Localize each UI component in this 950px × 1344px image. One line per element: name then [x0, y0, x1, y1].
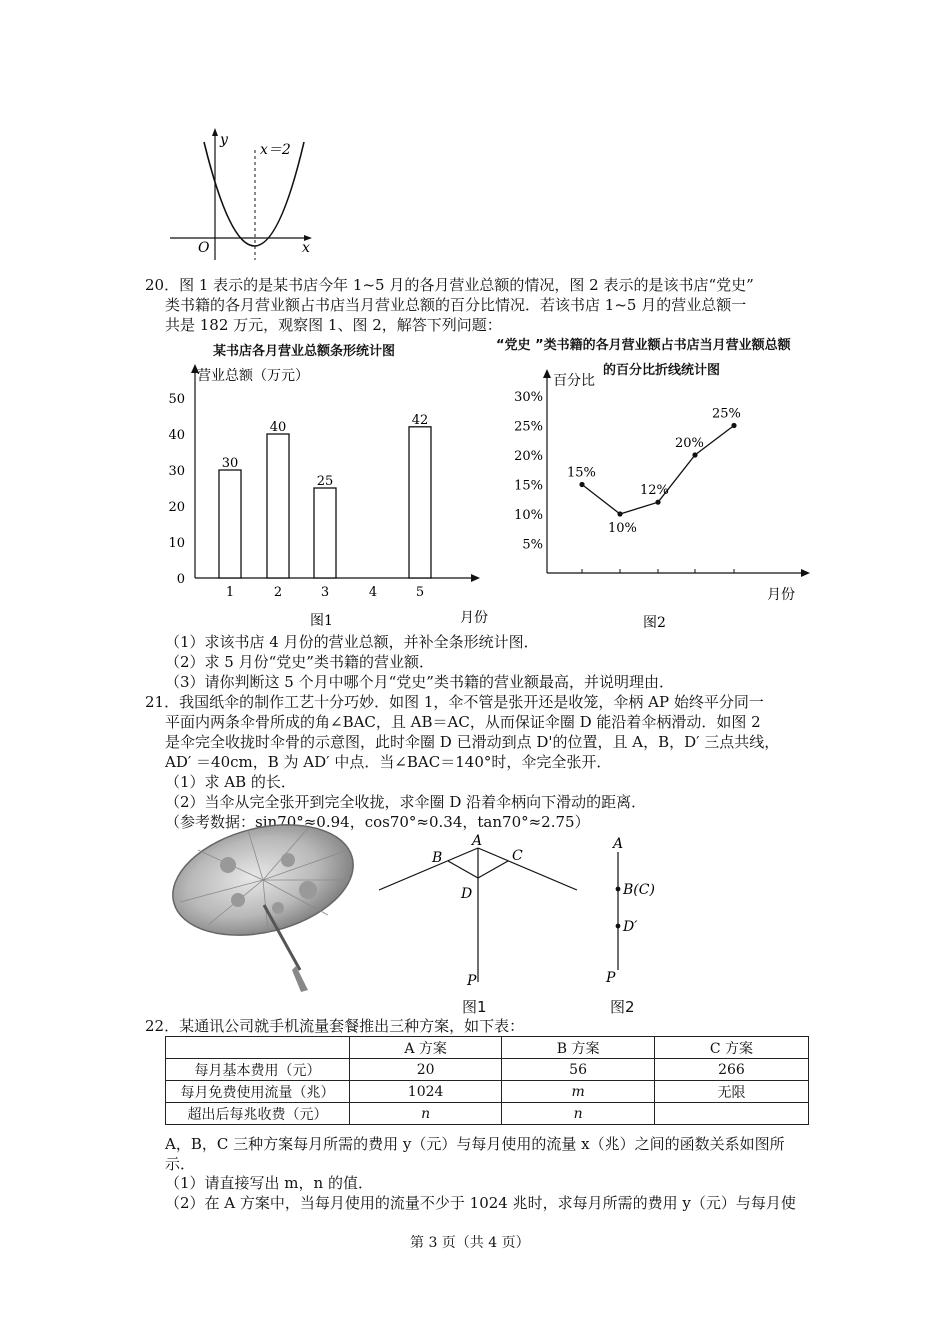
q21-fig2-caption: 图2 — [610, 998, 635, 1016]
page-footer: 第 3 页（共 4 页） — [410, 1235, 530, 1251]
table-cell: 266 — [654, 1059, 808, 1081]
table-header-cell: A 方案 — [350, 1037, 502, 1059]
q20-sub2: （2）求 5 月份“党史”类书籍的营业额． — [165, 653, 434, 671]
x-axis-arrow — [471, 574, 480, 582]
fig2-label-A: A — [613, 836, 624, 852]
y-tick-label: 15% — [514, 478, 543, 494]
symmetry-axis-label: x＝2 — [260, 142, 291, 158]
table-cell: 56 — [502, 1059, 655, 1081]
y-tick-label: 10 — [168, 536, 185, 551]
chart-caption: 图2 — [643, 615, 666, 631]
q21-line2: 平面内两条伞骨所成的角∠BAC，且 AB＝AC，从而保证伞圈 D 能沿着伞柄滑动．如图 2 — [165, 713, 761, 731]
umbrella-diagram-fig2 — [600, 830, 680, 995]
chart-caption: 图1 — [310, 613, 333, 629]
fig2-label-P: P — [606, 970, 616, 986]
data-point — [617, 511, 622, 516]
table-cell: 1024 — [350, 1081, 502, 1103]
y-tick-label: 25% — [514, 419, 543, 435]
bar-chart-title: 某书店各月营业总额条形统计图 — [213, 344, 396, 359]
q21-ref: （参考数据：sin70°≈0.94，cos70°≈0.34，tan70°≈2.75） — [165, 813, 590, 831]
q22-after1: A，B，C 三种方案每月所需的费用 y（元）与每月使用的流量 x（兆）之间的函数关系如图所 — [165, 1135, 785, 1153]
bar-data-label: 25 — [316, 474, 334, 489]
fig2-label-BC: B(C) — [623, 882, 655, 898]
x-axis-label: x — [302, 240, 310, 256]
parabola-figure — [160, 120, 330, 270]
y-tick-label: 50 — [168, 392, 185, 407]
bar — [219, 470, 241, 578]
table-cell: 每月免费使用流量（兆） — [166, 1081, 350, 1103]
bar-data-label: 40 — [269, 420, 287, 435]
data-point — [692, 452, 697, 457]
q20-sub3: （3）请你判断这 5 个月中哪个月“党史”类书籍的营业额最高，并说明理由． — [165, 673, 674, 691]
origin-label: O — [198, 240, 210, 256]
y-tick-label: 40 — [168, 428, 185, 443]
x-tick-label: 1 — [225, 585, 235, 600]
q21-sub2: （2）当伞从完全张开到完全收拢，求伞圈 D 沿着伞柄向下滑动的距离． — [165, 793, 647, 811]
fig1-label-A: A — [472, 833, 483, 849]
table-cell: n — [350, 1103, 502, 1125]
q22-sub1: （1）请直接写出 m，n 的值． — [165, 1174, 373, 1192]
table-header-cell: C 方案 — [654, 1037, 808, 1059]
y-tick-label: 20% — [514, 449, 543, 464]
q21-line4: AD′ ＝40cm，B 为 AD′ 中点．当∠BAC＝140°时，伞完全张开． — [165, 753, 612, 771]
data-label: 20% — [675, 436, 704, 451]
data-point — [655, 500, 660, 505]
y-axis-label: 百分比 — [553, 373, 595, 389]
table-header-cell: B 方案 — [502, 1037, 655, 1059]
q21-fig1-caption: 图1 — [462, 998, 487, 1016]
table-cell — [654, 1103, 808, 1125]
data-label: 12% — [640, 483, 669, 499]
q20-sub1: （1）求该书店 4 月份的营业总额，并补全条形统计图． — [165, 633, 539, 651]
table-cell: n — [502, 1103, 655, 1125]
bar — [409, 427, 431, 578]
data-label: 25% — [712, 406, 741, 422]
umbrella-diagram-fig1 — [375, 830, 585, 995]
y-tick-label: 30% — [514, 390, 543, 405]
table-row — [166, 1081, 809, 1103]
table-cell: 超出后每兆收费（元） — [166, 1103, 350, 1125]
y-axis-label: y — [220, 132, 228, 148]
q22-after2: 示． — [165, 1155, 196, 1173]
table-row — [166, 1103, 809, 1125]
umbrella-picture — [168, 820, 378, 995]
y-tick-label: 10% — [514, 508, 543, 523]
plan-table — [165, 1036, 809, 1125]
bar-data-label: 30 — [221, 456, 239, 471]
q21-line1: 21．我国纸伞的制作工艺十分巧妙．如图 1，伞不管是张开还是收笼，伞柄 AP 始终平分同一 — [145, 693, 764, 711]
q20-line1: 20．图 1 表示的是某书店今年 1~5 月的各月营业总额的情况，图 2 表示的是该书店“党史” — [145, 276, 754, 294]
q22-line1: 22．某通讯公司就手机流量套餐推出三种方案，如下表： — [145, 1017, 525, 1035]
bar — [267, 434, 289, 578]
bar-chart — [160, 360, 500, 635]
table-cell: 20 — [350, 1059, 502, 1081]
y-tick-label: 5% — [522, 537, 543, 553]
y-tick-label: 30 — [168, 464, 185, 479]
x-tick-label: 4 — [368, 585, 378, 600]
data-label: 10% — [608, 521, 637, 536]
x-tick-label: 3 — [320, 585, 330, 600]
line-chart-title-1: “党史 ”类书籍的各月营业额占书店当月营业额总额 — [496, 338, 791, 353]
line-chart-title-2: 的百分比折线统计图 — [603, 363, 721, 378]
q20-line3: 共是 182 万元，观察图 1、图 2，解答下列问题： — [165, 316, 502, 334]
q20-line2: 类书籍的各月营业额占书店当月营业总额的百分比情况．若该书店 1~5 月的营业总额一 — [165, 296, 747, 314]
y-tick-label: 20 — [168, 500, 185, 515]
x-axis-label: 月份 — [460, 610, 488, 626]
data-label: 15% — [567, 465, 596, 481]
fig2-label-Dp: D′ — [623, 919, 638, 935]
table-header-cell — [166, 1037, 350, 1059]
bar — [314, 488, 336, 578]
fig1-label-B: B — [432, 850, 443, 866]
table-cell: 无限 — [654, 1081, 808, 1103]
table-cell: 每月基本费用（元） — [166, 1059, 350, 1081]
fig1-label-D: D — [461, 886, 473, 902]
y-axis-label: 营业总额（万元） — [197, 368, 309, 384]
q22-sub2: （2）在 A 方案中，当每月使用的流量不少于 1024 兆时，求每月所需的费用 y（元）与每月使 — [165, 1194, 796, 1212]
table-cell: m — [502, 1081, 655, 1103]
y-tick-label: 0 — [176, 572, 185, 587]
fig1-label-C: C — [512, 848, 523, 864]
data-point — [579, 482, 584, 487]
x-tick-label: 2 — [273, 585, 283, 600]
table-row — [166, 1059, 809, 1081]
q21-line3: 是伞完全收拢时伞骨的示意图，此时伞圈 D 已滑动到点 D'的位置，且 A，B，D′ 三点共线， — [165, 733, 780, 751]
x-tick-label: 5 — [415, 585, 425, 600]
y-axis-arrow — [543, 369, 551, 378]
bar-data-label: 42 — [411, 412, 429, 428]
data-point — [731, 423, 736, 428]
x-axis-label: 月份 — [767, 587, 795, 603]
table-header-row — [166, 1037, 809, 1059]
q21-sub1: （1）求 AB 的长． — [165, 773, 296, 791]
fig1-label-P: P — [467, 973, 477, 989]
x-axis-arrow — [801, 569, 810, 577]
line-chart — [505, 365, 825, 635]
